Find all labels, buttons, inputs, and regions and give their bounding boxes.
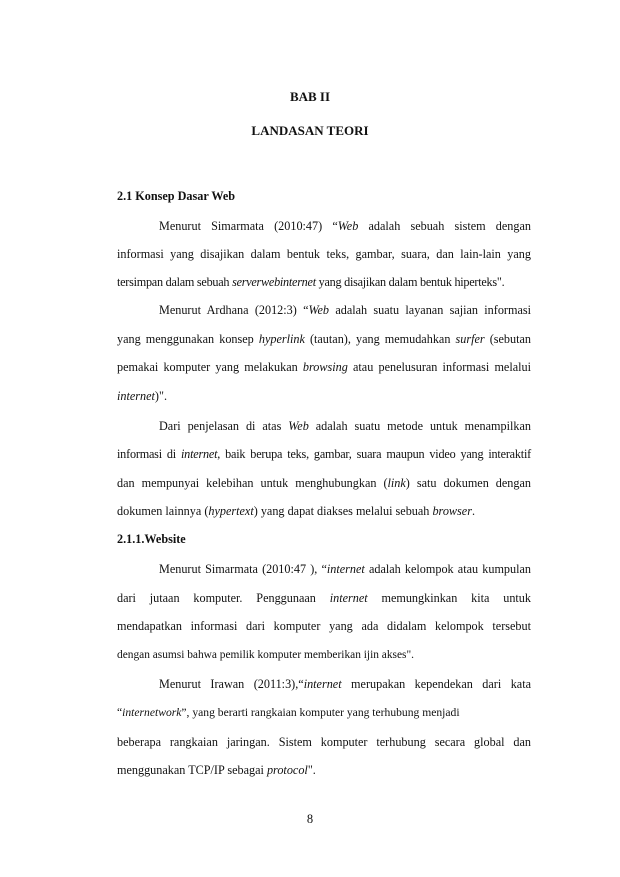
- paragraph-5-line-4: menggunakan TCP/IP sebagai protocol".: [117, 763, 316, 777]
- paragraph-4-line-4: dengan asumsi bahwa pemilik komputer memberikan ijin akses".: [117, 649, 414, 661]
- chapter-number: BAB II: [289, 89, 331, 104]
- paragraph-3-line-3: dan mempunyai kelebihan untuk menghubungkan (link) satu dokumen dengan: [117, 476, 531, 490]
- paragraph-1-line-1: Menurut Simarmata (2010:47) “Web adalah sebuah sistem dengan: [159, 219, 531, 233]
- paragraph-2-line-4: internet)".: [117, 389, 168, 403]
- paragraph-3-line-2: informasi di internet, baik berupa teks, gambar, suara maupun video yang interaktif: [117, 447, 532, 461]
- paragraph-1-line-3: tersimpan dalam sebuah serverwebinternet yang disajikan dalam bentuk hiperteks".: [117, 275, 505, 289]
- paragraph-4-line-1: Menurut Simarmata (2010:47 ), “internet adalah kelompok atau kumpulan: [159, 562, 531, 576]
- paragraph-2-line-3: pemakai komputer yang melakukan browsing atau penelusuran informasi melalui: [117, 360, 531, 374]
- section-heading-2-1: 2.1 Konsep Dasar Web: [117, 189, 236, 203]
- paragraph-5-line-3: beberapa rangkaian jaringan. Sistem komputer terhubung secara global dan: [117, 735, 531, 749]
- page-number: 8: [306, 812, 314, 826]
- paragraph-5-line-1: Menurut Irawan (2011:3),“internet merupakan kependekan dari kata: [159, 677, 531, 691]
- chapter-title: LANDASAN TEORI: [251, 123, 369, 138]
- paragraph-3-line-1: Dari penjelasan di atas Web adalah suatu metode untuk menampilkan: [159, 419, 531, 433]
- paragraph-2-line-1: Menurut Ardhana (2012:3) “Web adalah suatu layanan sajian informasi: [159, 303, 531, 317]
- paragraph-2-line-2: yang menggunakan konsep hyperlink (tautan), yang memudahkan surfer (sebutan: [117, 332, 531, 346]
- paragraph-4-line-2: dari jutaan komputer. Penggunaan internet memungkinkan kita untuk: [117, 591, 531, 605]
- paragraph-5-line-2: “internetwork”, yang berarti rangkaian komputer yang terhubung menjadi: [117, 706, 460, 719]
- paragraph-1-line-2: informasi yang disajikan dalam bentuk teks, gambar, suara, dan lain-lain yang: [117, 247, 531, 261]
- paragraph-3-line-4: dokumen lainnya (hypertext) yang dapat diakses melalui sebuah browser.: [117, 504, 475, 518]
- section-heading-2-1-1: 2.1.1.Website: [117, 532, 186, 546]
- paragraph-4-line-3: mendapatkan informasi dari komputer yang ada didalam kelompok tersebut: [117, 619, 531, 633]
